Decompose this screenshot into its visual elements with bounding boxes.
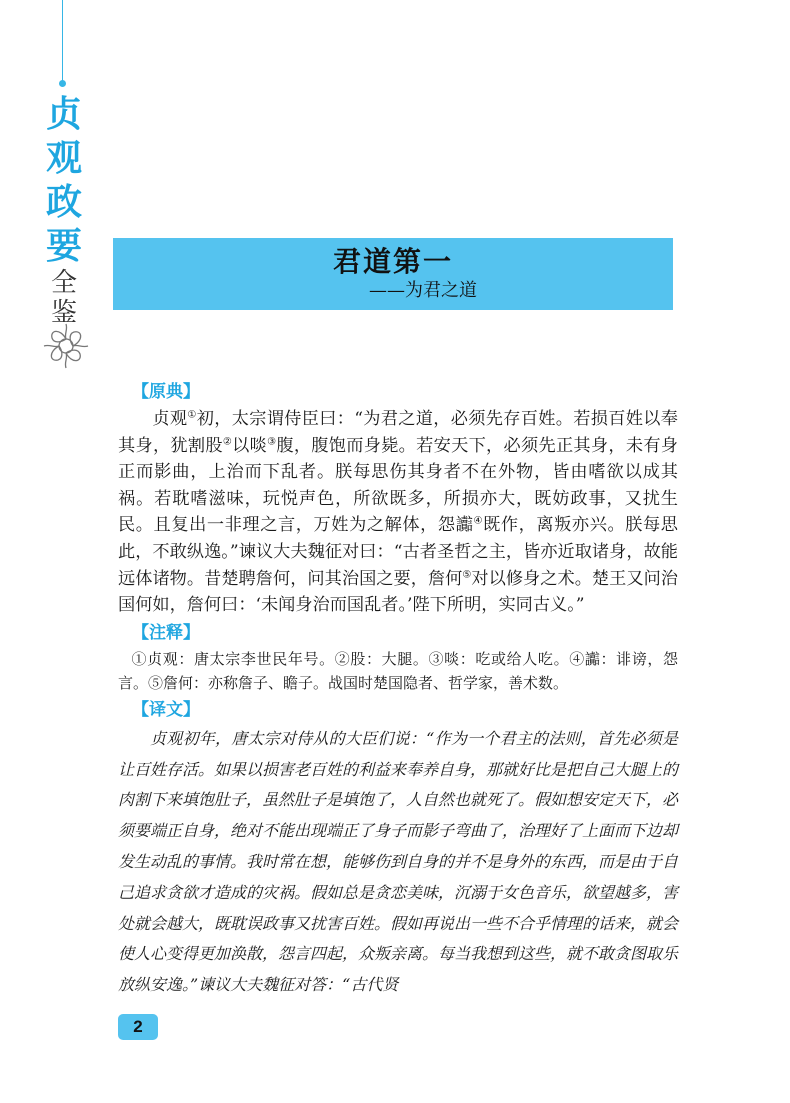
main-text — [118, 378, 678, 1001]
original-text — [118, 406, 678, 619]
translation-heading: 【译文】 — [132, 699, 200, 720]
side-decor-line — [62, 0, 63, 84]
notes-text: ①贞观：唐太宗李世民年号。②股：大腿。③啖：吃或给人吃。④讟：诽谤，怨言。⑤詹何：亦称詹子、瞻子。战国时楚国隐者、哲学家，善术数。 — [118, 649, 678, 693]
chapter-banner — [113, 238, 673, 310]
side-decor-dot — [59, 80, 66, 87]
book-title-char: 政 — [45, 181, 82, 223]
original-part: 初，太宗谓侍臣曰：“为君之道，必须先存百姓。若损百姓以奉其身，犹割股 — [118, 409, 678, 456]
page-number: 2 — [118, 1014, 158, 1040]
original-heading: 【原典】 — [132, 382, 200, 402]
original-part: 贞观 — [152, 409, 188, 429]
book-title-char: 要 — [45, 225, 82, 267]
original-part: 既作，离叛亦兴。朕每思此，不敢纵逸。”谏议大夫魏征对曰：“古者圣哲之主，皆亦近取诸身，故能远体诸物。昔楚聘詹何，问其治国之要，詹何 — [118, 515, 678, 589]
chapter-subtitle: ——为君之道 — [369, 280, 477, 301]
floral-ornament-icon — [38, 318, 94, 374]
note-marker: ④ — [473, 515, 484, 527]
note-marker: ② — [222, 435, 233, 447]
original-part: 以啖 — [232, 435, 268, 456]
note-marker: ① — [187, 409, 197, 421]
translation-text: 贞观初年，唐太宗对侍从的大臣们说：“作为一个君主的法则，首先必须是让百姓存活。如果以损害老百姓的利益来奉养自身，那就好比是把自己大腿上的肉割下来填饱肚子，虽然肚子是填饱了，人自然也就死了。假如想安定天下，必须要端正自身，绝对不能出现端正了身子而影子弯曲了，治理好了上面而下边却发生动乱的事情。我时常在想，能够伤到自身的并不是身外的东西，而是由于自己追求贪欲才造成的灾祸。假如总是贪恋美味，沉溺于女色音乐，欲望越多，害处就会越大，既耽误政事又扰害百姓。假如再说出一些不合乎情理的话来，就会使人心变得更加涣散，怨言四起，众叛亲离。每当我想到这些，就不敢贪图取乐放纵安逸。”谏议大夫魏征对答：“古代贤 — [118, 728, 679, 995]
original-part: 腹，腹饱而身毙。若安天下，必须先正其身，未有身正而影曲，上治而下乱者。朕每思伤其身者不在外物，皆由嗜欲以成其祸。若耽嗜滋味，玩悦声色，所欲既多，所损亦大，既妨政事，又扰生民。且复出一非理之言，万姓为之解体，怨讟 — [118, 435, 678, 536]
book-title-char: 贞 — [45, 93, 82, 135]
notes-heading: 【注释】 — [132, 622, 200, 643]
note-marker: ③ — [267, 435, 277, 447]
note-marker: ⑤ — [462, 568, 472, 580]
book-title-char: 观 — [45, 137, 82, 179]
book-subtitle-char: 鉴 — [50, 298, 77, 328]
book-title-vertical — [40, 92, 88, 328]
book-subtitle-char: 全 — [50, 268, 77, 298]
original-part: 对以修身之术。楚王又问治国何如，詹何曰：‘未闻身治而国乱者。’陛下所明，实同古义。” — [118, 568, 678, 616]
chapter-title: 君道第一 — [332, 245, 453, 278]
